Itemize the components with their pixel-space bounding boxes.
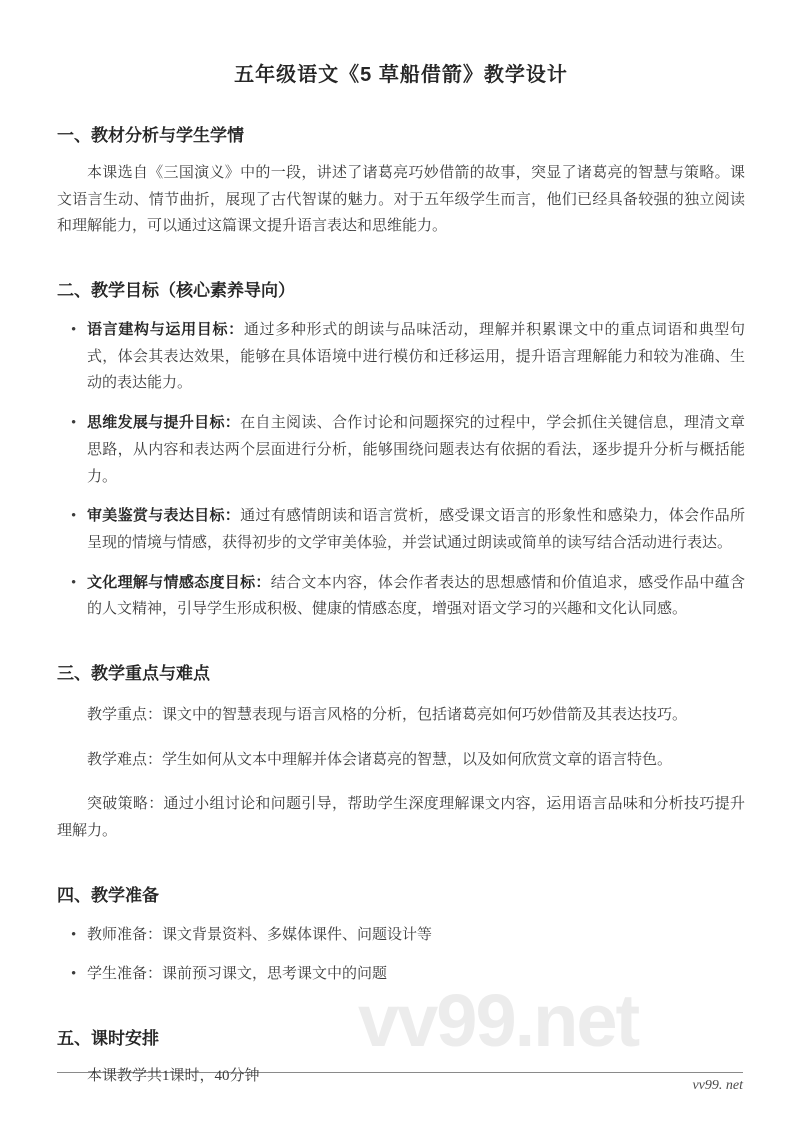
body-paragraph: 教学难点：学生如何从文本中理解并体会诸葛亮的智慧，以及如何欣赏文章的语言特色。: [87, 751, 673, 768]
section-key-points: [57, 659, 745, 845]
goal-lead: 审美鉴赏与表达目标：: [87, 507, 241, 525]
section-heading: 二、教学目标（核心素养导向）: [57, 281, 295, 301]
goal-text: 通过多种形式的朗读与品味活动，理解并积累课文中的重点词语和典型句式，体会其表达效果，能够在具体语境中进行模仿和迁移运用，提升语言理解能力和较为准确、生动的表达能力。: [87, 322, 745, 392]
goal-text: 在自主阅读、合作讨论和问题探究的过程中，学会抓住关键信息，理清文章思路，从内容和表达两个层面进行分析，能够围绕问题表达有依据的看法，逐步提升分析与概括能力。: [87, 415, 745, 485]
footer-site-text: vv99. net: [692, 1078, 743, 1093]
goal-lead: 语言建构与运用目标：: [87, 321, 244, 339]
document-content: [57, 58, 745, 1090]
watermark: vv99.net: [358, 979, 639, 1062]
body-paragraph: 本课教学共1课时，40分钟: [87, 1068, 260, 1085]
list-item: • 学生准备：课前预习课文，思考课文中的问题: [87, 961, 745, 988]
section-lesson-schedule: [57, 1024, 745, 1090]
list-item: [87, 503, 745, 556]
section-teaching-goals: [57, 276, 745, 623]
list-item: • 教师准备：课文背景资料、多媒体课件、问题设计等: [87, 922, 745, 949]
section-heading: 一、教材分析与学生学情: [57, 126, 244, 145]
list-item: [87, 317, 745, 397]
page-title: 五年级语文《5 草船借箭》教学设计: [234, 64, 568, 86]
goal-lead: 思维发展与提升目标：: [87, 414, 241, 432]
body-paragraph: 本课选自《三国演义》中的一段，讲述了诸葛亮巧妙借箭的故事，突显了诸葛亮的智慧与策略。课文语言生动、情节曲折，展现了古代智谋的魅力。对于五年级学生而言，他们已经具备较强的独立阅读和理解能力，可以通过这篇课文提升语言表达和思维能力。: [57, 165, 745, 235]
section-preparation: [57, 881, 745, 988]
goal-lead: 文化理解与情感态度目标：: [87, 573, 271, 591]
section-heading: 三、教学重点与难点: [57, 663, 210, 683]
preparation-list: [57, 922, 745, 988]
goals-list: [57, 317, 745, 623]
section-heading: 五、课时安排: [57, 1029, 159, 1049]
section-heading: 四、教学准备: [57, 885, 159, 905]
goal-text: 通过有感情朗读和语言赏析，感受课文语言的形象性和感染力，体会作品所呈现的情境与情感，获得初步的文学审美体验，并尝试通过朗读或简单的读写结合活动进行表达。: [87, 508, 745, 551]
body-paragraph: 突破策略：通过小组讨论和问题引导，帮助学生深度理解课文内容，运用语言品味和分析技巧提升理解力。: [57, 796, 745, 839]
list-item: [87, 570, 745, 623]
section-textbook-analysis: [57, 121, 745, 240]
goal-text: 结合文本内容，体会作者表达的思想感情和价值追求，感受作品中蕴含的人文精神，引导学生形成积极、健康的情感态度，增强对语文学习的兴趣和文化认同感。: [87, 574, 745, 618]
body-paragraph: 教学重点：课文中的智慧表现与语言风格的分析，包括诸葛亮如何巧妙借箭及其表达技巧。: [87, 706, 688, 723]
list-item: [87, 410, 745, 490]
